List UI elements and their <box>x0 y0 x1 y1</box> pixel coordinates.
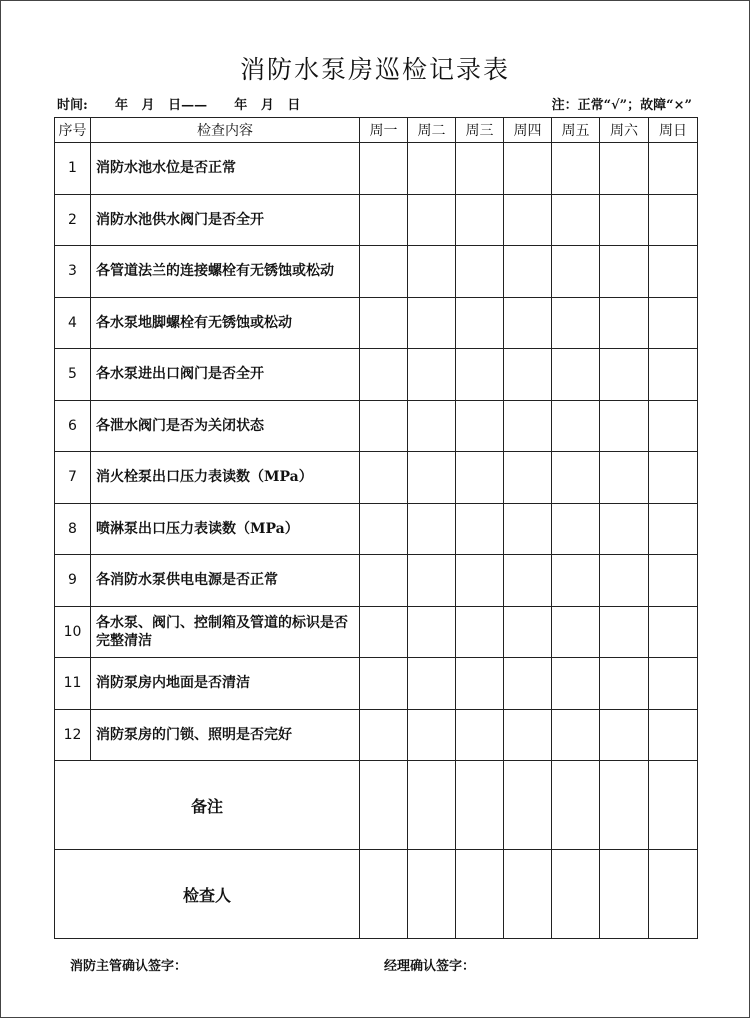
inspector-cell[interactable] <box>408 850 456 939</box>
check-cell[interactable] <box>408 555 456 607</box>
check-cell[interactable] <box>408 143 456 195</box>
item-content: 消火栓泵出口压力表读数（MPa） <box>91 452 360 504</box>
check-cell[interactable] <box>504 143 552 195</box>
remarks-cell[interactable] <box>600 761 649 850</box>
table-row <box>55 349 698 401</box>
item-number: 9 <box>55 555 91 607</box>
item-content: 喷淋泵出口压力表读数（MPa） <box>91 503 360 555</box>
inspector-cell[interactable] <box>552 850 600 939</box>
check-cell[interactable] <box>408 503 456 555</box>
remarks-cell[interactable] <box>504 761 552 850</box>
header-tue: 周二 <box>408 118 456 143</box>
check-cell[interactable] <box>600 503 649 555</box>
check-cell[interactable] <box>456 658 504 710</box>
remarks-row <box>55 761 698 850</box>
check-cell[interactable] <box>408 194 456 246</box>
check-cell[interactable] <box>408 606 456 658</box>
remarks-label: 备注 <box>55 761 360 850</box>
supervisor-signature-label: 消防主管确认签字： <box>70 959 188 974</box>
check-cell[interactable] <box>504 400 552 452</box>
check-cell[interactable] <box>552 606 600 658</box>
check-cell[interactable] <box>552 143 600 195</box>
time-range: 时间: 年 月 日—— 年 月 日 <box>57 98 301 113</box>
check-cell[interactable] <box>504 297 552 349</box>
item-content: 消防泵房的门锁、照明是否完好 <box>91 709 360 761</box>
check-cell[interactable] <box>504 555 552 607</box>
header-seq: 序号 <box>55 118 91 143</box>
check-cell[interactable] <box>360 658 408 710</box>
check-cell[interactable] <box>504 349 552 401</box>
table-row <box>55 400 698 452</box>
check-cell[interactable] <box>649 452 698 504</box>
item-number: 4 <box>55 297 91 349</box>
check-cell[interactable] <box>600 658 649 710</box>
remarks-cell[interactable] <box>408 761 456 850</box>
form-title: 消防水泵房巡检记录表 <box>239 55 510 84</box>
check-cell[interactable] <box>649 503 698 555</box>
header-sun: 周日 <box>649 118 698 143</box>
check-cell[interactable] <box>456 194 504 246</box>
check-cell[interactable] <box>456 606 504 658</box>
check-cell[interactable] <box>649 606 698 658</box>
item-content: 各泄水阀门是否为关闭状态 <box>91 400 360 452</box>
header-thu: 周四 <box>504 118 552 143</box>
check-cell[interactable] <box>552 709 600 761</box>
check-cell[interactable] <box>456 400 504 452</box>
remarks-cell[interactable] <box>456 761 504 850</box>
remarks-cell[interactable] <box>649 761 698 850</box>
item-content: 各水泵地脚螺栓有无锈蚀或松动 <box>91 297 360 349</box>
table-row <box>55 452 698 504</box>
header-fri: 周五 <box>552 118 600 143</box>
item-number: 2 <box>55 194 91 246</box>
manager-signature-label: 经理确认签字： <box>384 959 476 974</box>
table-row <box>55 143 698 195</box>
check-cell[interactable] <box>360 503 408 555</box>
check-cell[interactable] <box>360 452 408 504</box>
check-cell[interactable] <box>504 658 552 710</box>
item-content: 各水泵进出口阀门是否全开 <box>91 349 360 401</box>
table-row <box>55 606 698 658</box>
check-cell[interactable] <box>456 503 504 555</box>
check-cell[interactable] <box>504 606 552 658</box>
header-wed: 周三 <box>456 118 504 143</box>
item-content: 各消防水泵供电电源是否正常 <box>91 555 360 607</box>
check-cell[interactable] <box>649 658 698 710</box>
inspector-cell[interactable] <box>360 850 408 939</box>
check-cell[interactable] <box>649 555 698 607</box>
check-cell[interactable] <box>408 658 456 710</box>
inspector-cell[interactable] <box>456 850 504 939</box>
legend-note: 注：正常“√”；故障“×” <box>551 98 692 113</box>
inspector-label: 检查人 <box>55 850 360 939</box>
check-cell[interactable] <box>360 606 408 658</box>
inspector-cell[interactable] <box>600 850 649 939</box>
check-cell[interactable] <box>649 143 698 195</box>
check-cell[interactable] <box>456 246 504 298</box>
check-cell[interactable] <box>504 246 552 298</box>
item-number: 5 <box>55 349 91 401</box>
check-cell[interactable] <box>552 555 600 607</box>
check-cell[interactable] <box>552 452 600 504</box>
item-number: 10 <box>55 606 91 658</box>
check-cell[interactable] <box>360 349 408 401</box>
check-cell[interactable] <box>360 246 408 298</box>
check-cell[interactable] <box>649 246 698 298</box>
remarks-cell[interactable] <box>360 761 408 850</box>
check-cell[interactable] <box>504 709 552 761</box>
check-cell[interactable] <box>600 555 649 607</box>
check-cell[interactable] <box>600 246 649 298</box>
check-cell[interactable] <box>600 400 649 452</box>
inspector-row <box>55 850 698 939</box>
check-cell[interactable] <box>600 143 649 195</box>
check-cell[interactable] <box>552 297 600 349</box>
header-content: 检查内容 <box>91 118 360 143</box>
check-cell[interactable] <box>649 709 698 761</box>
check-cell[interactable] <box>456 452 504 504</box>
check-cell[interactable] <box>552 503 600 555</box>
table-row <box>55 194 698 246</box>
item-number: 3 <box>55 246 91 298</box>
check-cell[interactable] <box>360 194 408 246</box>
check-cell[interactable] <box>552 349 600 401</box>
check-cell[interactable] <box>552 400 600 452</box>
check-cell[interactable] <box>456 709 504 761</box>
item-number: 6 <box>55 400 91 452</box>
check-cell[interactable] <box>408 297 456 349</box>
header-row <box>55 118 698 143</box>
check-cell[interactable] <box>408 400 456 452</box>
item-number: 8 <box>55 503 91 555</box>
check-cell[interactable] <box>408 349 456 401</box>
table-row <box>55 503 698 555</box>
check-cell[interactable] <box>600 709 649 761</box>
header-sat: 周六 <box>600 118 649 143</box>
check-cell[interactable] <box>408 246 456 298</box>
check-cell[interactable] <box>456 555 504 607</box>
check-cell[interactable] <box>408 709 456 761</box>
check-cell[interactable] <box>456 349 504 401</box>
check-cell[interactable] <box>649 194 698 246</box>
check-cell[interactable] <box>649 349 698 401</box>
check-cell[interactable] <box>552 246 600 298</box>
header-mon: 周一 <box>360 118 408 143</box>
check-cell[interactable] <box>649 297 698 349</box>
table-row <box>55 709 698 761</box>
table-row <box>55 246 698 298</box>
check-cell[interactable] <box>360 400 408 452</box>
check-cell[interactable] <box>552 658 600 710</box>
item-content: 各水泵、阀门、控制箱及管道的标识是否完整清洁 <box>91 606 360 658</box>
check-cell[interactable] <box>600 297 649 349</box>
check-cell[interactable] <box>408 452 456 504</box>
table-row <box>55 658 698 710</box>
item-number: 1 <box>55 143 91 195</box>
check-cell[interactable] <box>456 297 504 349</box>
check-cell[interactable] <box>504 503 552 555</box>
item-content: 消防泵房内地面是否清洁 <box>91 658 360 710</box>
check-cell[interactable] <box>649 400 698 452</box>
item-content: 消防水池供水阀门是否全开 <box>91 194 360 246</box>
check-cell[interactable] <box>600 349 649 401</box>
check-cell[interactable] <box>360 143 408 195</box>
table-row <box>55 297 698 349</box>
check-cell[interactable] <box>600 606 649 658</box>
inspector-cell[interactable] <box>504 850 552 939</box>
item-content: 消防水池水位是否正常 <box>91 143 360 195</box>
inspection-table <box>54 117 698 939</box>
check-cell[interactable] <box>600 452 649 504</box>
check-cell[interactable] <box>504 452 552 504</box>
item-number: 12 <box>55 709 91 761</box>
check-cell[interactable] <box>552 194 600 246</box>
check-cell[interactable] <box>360 709 408 761</box>
check-cell[interactable] <box>600 194 649 246</box>
item-number: 11 <box>55 658 91 710</box>
table-row <box>55 555 698 607</box>
remarks-cell[interactable] <box>552 761 600 850</box>
check-cell[interactable] <box>456 143 504 195</box>
check-cell[interactable] <box>504 194 552 246</box>
check-cell[interactable] <box>360 297 408 349</box>
item-number: 7 <box>55 452 91 504</box>
item-content: 各管道法兰的连接螺栓有无锈蚀或松动 <box>91 246 360 298</box>
inspector-cell[interactable] <box>649 850 698 939</box>
check-cell[interactable] <box>360 555 408 607</box>
